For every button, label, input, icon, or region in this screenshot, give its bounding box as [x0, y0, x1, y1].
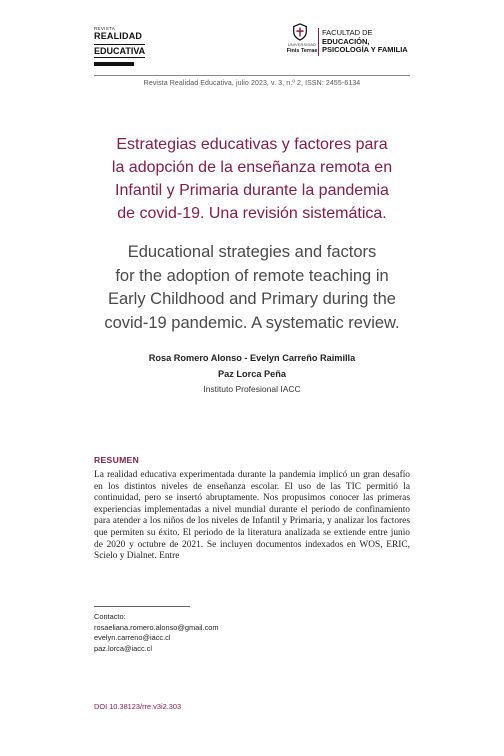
journal-logo-line2: REALIDAD	[94, 31, 143, 41]
header-rule	[94, 75, 410, 76]
title-english-line: Early Childhood and Primary during the	[108, 290, 396, 308]
university-name: Finis Terrae	[286, 48, 318, 54]
contact-email[interactable]: paz.lorca@iacc.cl	[94, 643, 153, 653]
doi-link[interactable]: DOI 10.38123/rre.v3i2.303	[94, 702, 182, 711]
journal-logo-line3: EDUCATIVA	[94, 46, 146, 56]
title-spanish-line: la adopción de la enseñanza remota en	[111, 159, 393, 176]
faculty-line1: FACULTAD DE	[322, 28, 373, 37]
faculty-name	[322, 29, 408, 55]
title-spanish-line: de covid-19. Una revisión sistemática.	[117, 205, 387, 222]
abstract-text: La realidad educativa experimentada durante la pandemia implicó un gran desafío en los distintos niveles de enseñanza escolar. El uso de las TIC permitió la continuidad, pero se insertó abruptamente. Nos propusimos conocer las primeras experiencias implementadas a nivel mundial durante el periodo de confinamiento para atender a los niños de los niveles de Infantil y Primaria, y analizar los factores que permiten su éxito. El periodo de la literatura analizada se extiende entre junio de 2020 y octubre de 2021. Se incluyen documentos indexados en WOS, ERIC, Scielo y Dialnet. Entre	[94, 470, 410, 562]
author-institution: Instituto Profesional IACC	[203, 384, 301, 394]
journal-logo-line1: REVISTA	[94, 26, 116, 31]
journal-logo-bar	[94, 62, 134, 66]
title-spanish	[80, 133, 424, 225]
faculty-line2: EDUCACIÓN,	[322, 36, 370, 46]
authors-line1: Rosa Romero Alonso - Evelyn Carreño Raimilla	[148, 353, 356, 363]
title-english-line: covid-19 pandemic. A systematic review.	[104, 313, 400, 332]
journal-logo	[94, 26, 146, 66]
university-small-label: UNIVERSIDAD	[287, 43, 317, 47]
contact-rule	[94, 606, 190, 607]
contact-email[interactable]: evelyn.carreno@iacc.cl	[94, 633, 171, 642]
author-list	[80, 350, 424, 382]
faculty-divider	[318, 28, 319, 56]
university-crest-icon	[291, 23, 309, 41]
faculty-line3: PSICOLOGÍA Y FAMILIA	[322, 45, 408, 54]
journal-citation: Revista Realidad Educativa, julio 2023, v. 3, n.º 2, ISSN: 2455-6134	[143, 80, 361, 87]
title-english-line: for the adoption of remote teaching in	[115, 266, 389, 285]
authors-line2: Paz Lorca Peña	[218, 369, 286, 379]
title-english-line: Educational strategies and factors	[127, 243, 377, 261]
contact-block	[94, 612, 219, 654]
contact-email[interactable]: rosaeliana.romero.alonso@gmail.com	[94, 622, 219, 632]
title-spanish-line: Infantil y Primaria durante la pandemia	[115, 182, 389, 199]
title-spanish-line: Estrategias educativas y factores para	[116, 136, 388, 153]
contact-label: Contacto:	[94, 612, 126, 621]
title-english	[80, 241, 424, 335]
abstract-heading: RESUMEN	[94, 455, 140, 465]
